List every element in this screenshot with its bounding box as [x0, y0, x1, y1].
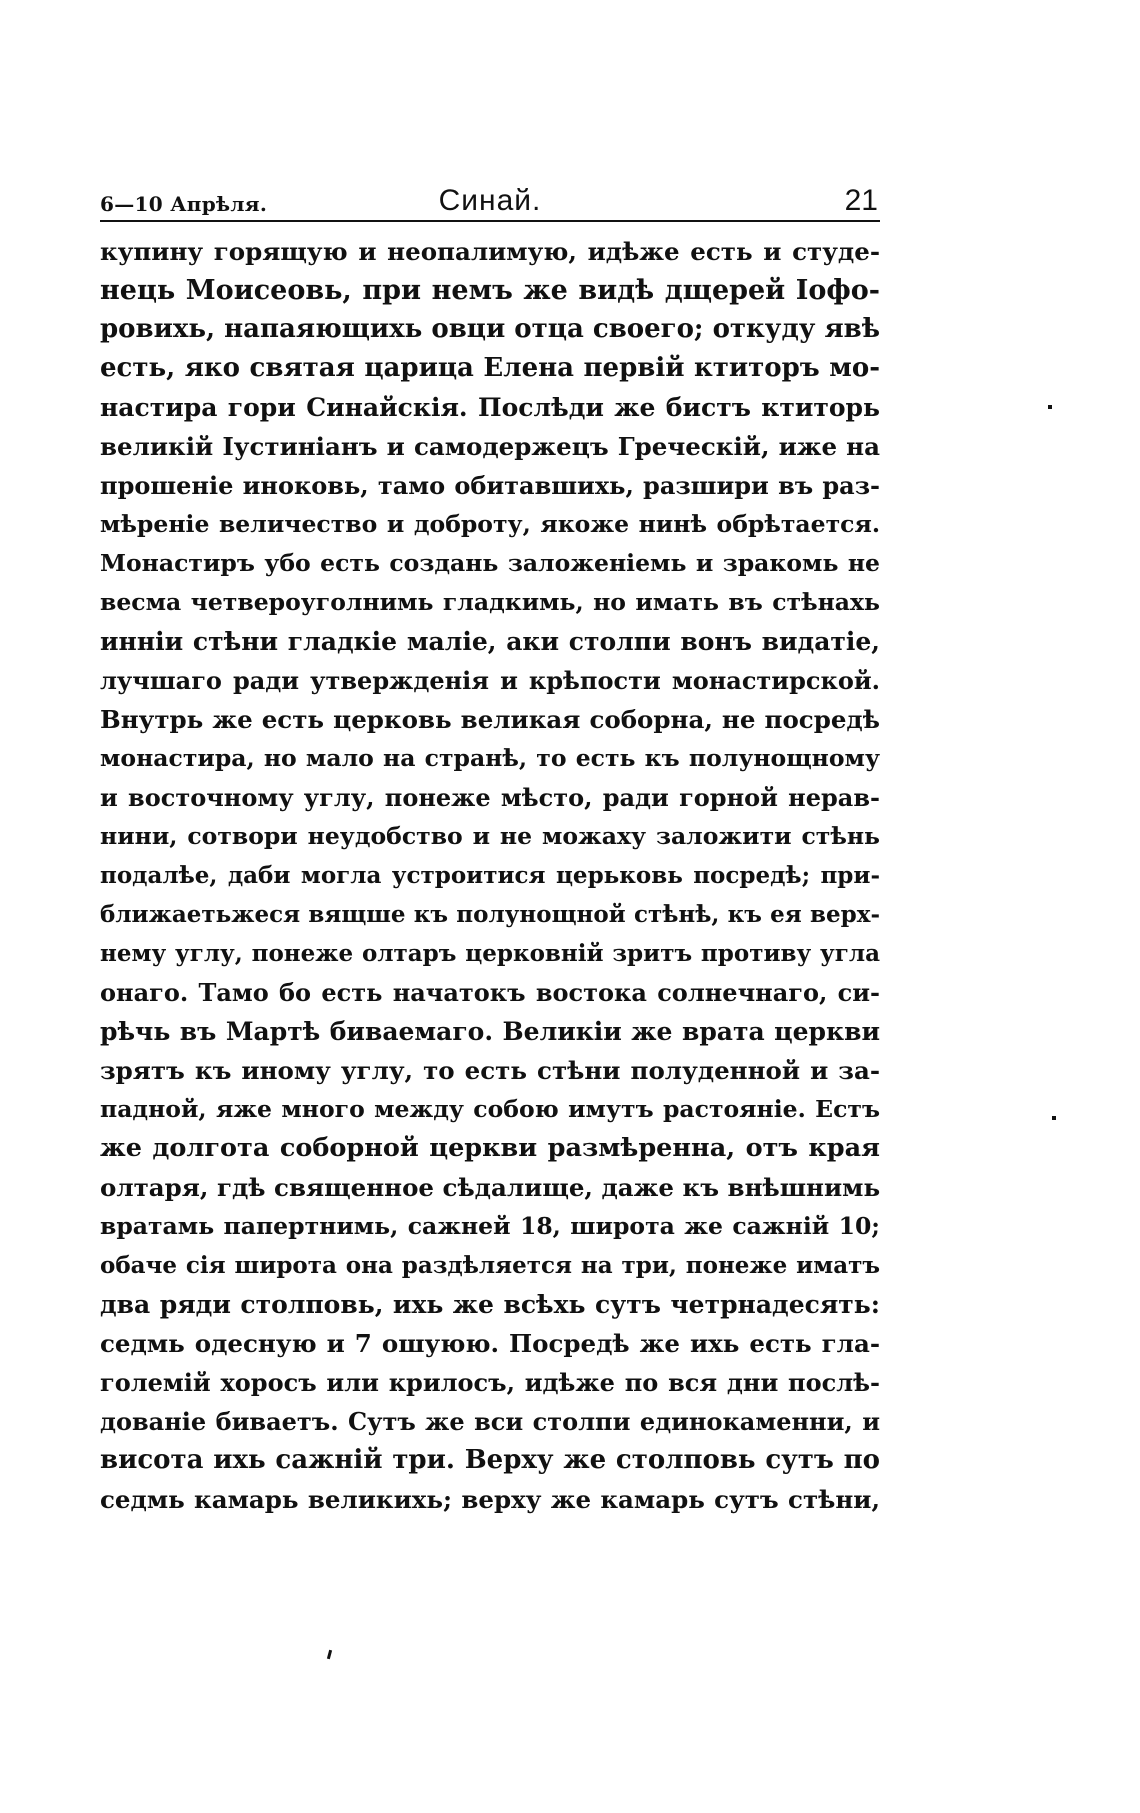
- text-line: прошеніе иноковь, тамо обитавшихь, разшири въ раз-: [100, 471, 880, 500]
- text-line: Монастиръ убо есть создань заложеніемь и зракомь не: [100, 549, 880, 577]
- ink-speck: [327, 1650, 332, 1659]
- text-line: подалѣе, даби могла устроитися церьковь посредѣ; при-: [100, 862, 880, 889]
- text-line: и восточному углу, понеже мѣсто, ради горной нерав-: [100, 783, 880, 812]
- text-line: ближаетьжеся вящше къ полунощной стѣнѣ, къ ея верх-: [100, 901, 880, 928]
- text-line: нему углу, понеже олтаръ церковній зритъ противу угла: [100, 940, 880, 967]
- text-line: рѣчь въ Мартѣ биваемаго. Великіи же врата церкви: [100, 1017, 880, 1046]
- text-line: дованіе биваетъ. Сутъ же вси столпи единокаменни, и: [100, 1407, 880, 1436]
- text-line: седмь одесную и 7 ошуюю. Посредѣ же ихь есть гла-: [100, 1329, 880, 1358]
- text-line: инніи стѣни гладкіе маліе, аки столпи вонъ видатіе,: [100, 627, 880, 656]
- text-line: седмь камарь великихь; верху же камарь сутъ стѣни,: [100, 1485, 880, 1514]
- text-line: ровихь, напаяющихь овци отца своего; откуду явѣ: [100, 314, 880, 344]
- text-line: весма четвероуголнимь гладкимь, но имать въ стѣнахь: [100, 588, 880, 616]
- text-line: настира гори Синайскія. Послѣди же бистъ ктиторь: [100, 393, 880, 422]
- text-line: есть, яко святая царица Елена первій ктиторъ мо-: [100, 353, 880, 383]
- text-line: монастира, но мало на странѣ, то есть къ полунощному: [100, 744, 880, 772]
- header-rule: [100, 220, 880, 222]
- text-line: висота ихь сажній три. Верху же столповь сутъ по: [100, 1445, 880, 1475]
- date-range: 6—10 Апрѣля.: [100, 192, 268, 216]
- page-title: Синай.: [438, 184, 542, 217]
- running-head: [100, 178, 880, 222]
- text-line: два ряди столповь, ихь же всѣхь сутъ четрнадесять:: [100, 1290, 880, 1319]
- ink-speck: [1048, 405, 1052, 409]
- text-line: зрятъ къ иному углу, то есть стѣни полуденной и за-: [100, 1056, 880, 1085]
- text-line: мѣреніе величество и доброту, якоже нинѣ обрѣтается.: [100, 510, 880, 538]
- text-line: великій Іустиніанъ и самодержецъ Греческій, иже на: [100, 432, 880, 461]
- text-line: падной, яже много между собою имутъ растояніе. Естъ: [100, 1095, 880, 1123]
- text-line: же долгота соборной церкви размѣренна, отъ края: [100, 1133, 880, 1163]
- text-line: онаго. Тамо бо есть начатокъ востока солнечнаго, си-: [100, 978, 880, 1007]
- text-line: вратамь папертнимь, сажней 18, широта же сажній 10;: [100, 1212, 880, 1240]
- page-number: 21: [844, 184, 878, 217]
- text-line: Внутрь же есть церковь великая соборна, не посредѣ: [100, 705, 880, 734]
- text-line: купину горящую и неопалимую, идѣже есть и студе-: [100, 237, 880, 266]
- text-line: лучшаго ради утвержденія и крѣпости монастирской.: [100, 666, 880, 695]
- text-line: нець Моисеовь, при немъ же видѣ дщерей Іофо-: [100, 275, 880, 306]
- text-line: олтаря, гдѣ священное сѣдалище, даже къ внѣшнимь: [100, 1173, 880, 1202]
- body-text: [100, 232, 880, 1519]
- text-line: обаче сія широта она раздѣляется на три, понеже иматъ: [100, 1252, 880, 1279]
- text-line: големій хоросъ или крилосъ, идѣже по вся дни послѣ-: [100, 1368, 880, 1397]
- ink-speck: [1052, 1116, 1056, 1120]
- text-line: нини, сотвори неудобство и не можаху заложити стѣнь: [100, 822, 880, 850]
